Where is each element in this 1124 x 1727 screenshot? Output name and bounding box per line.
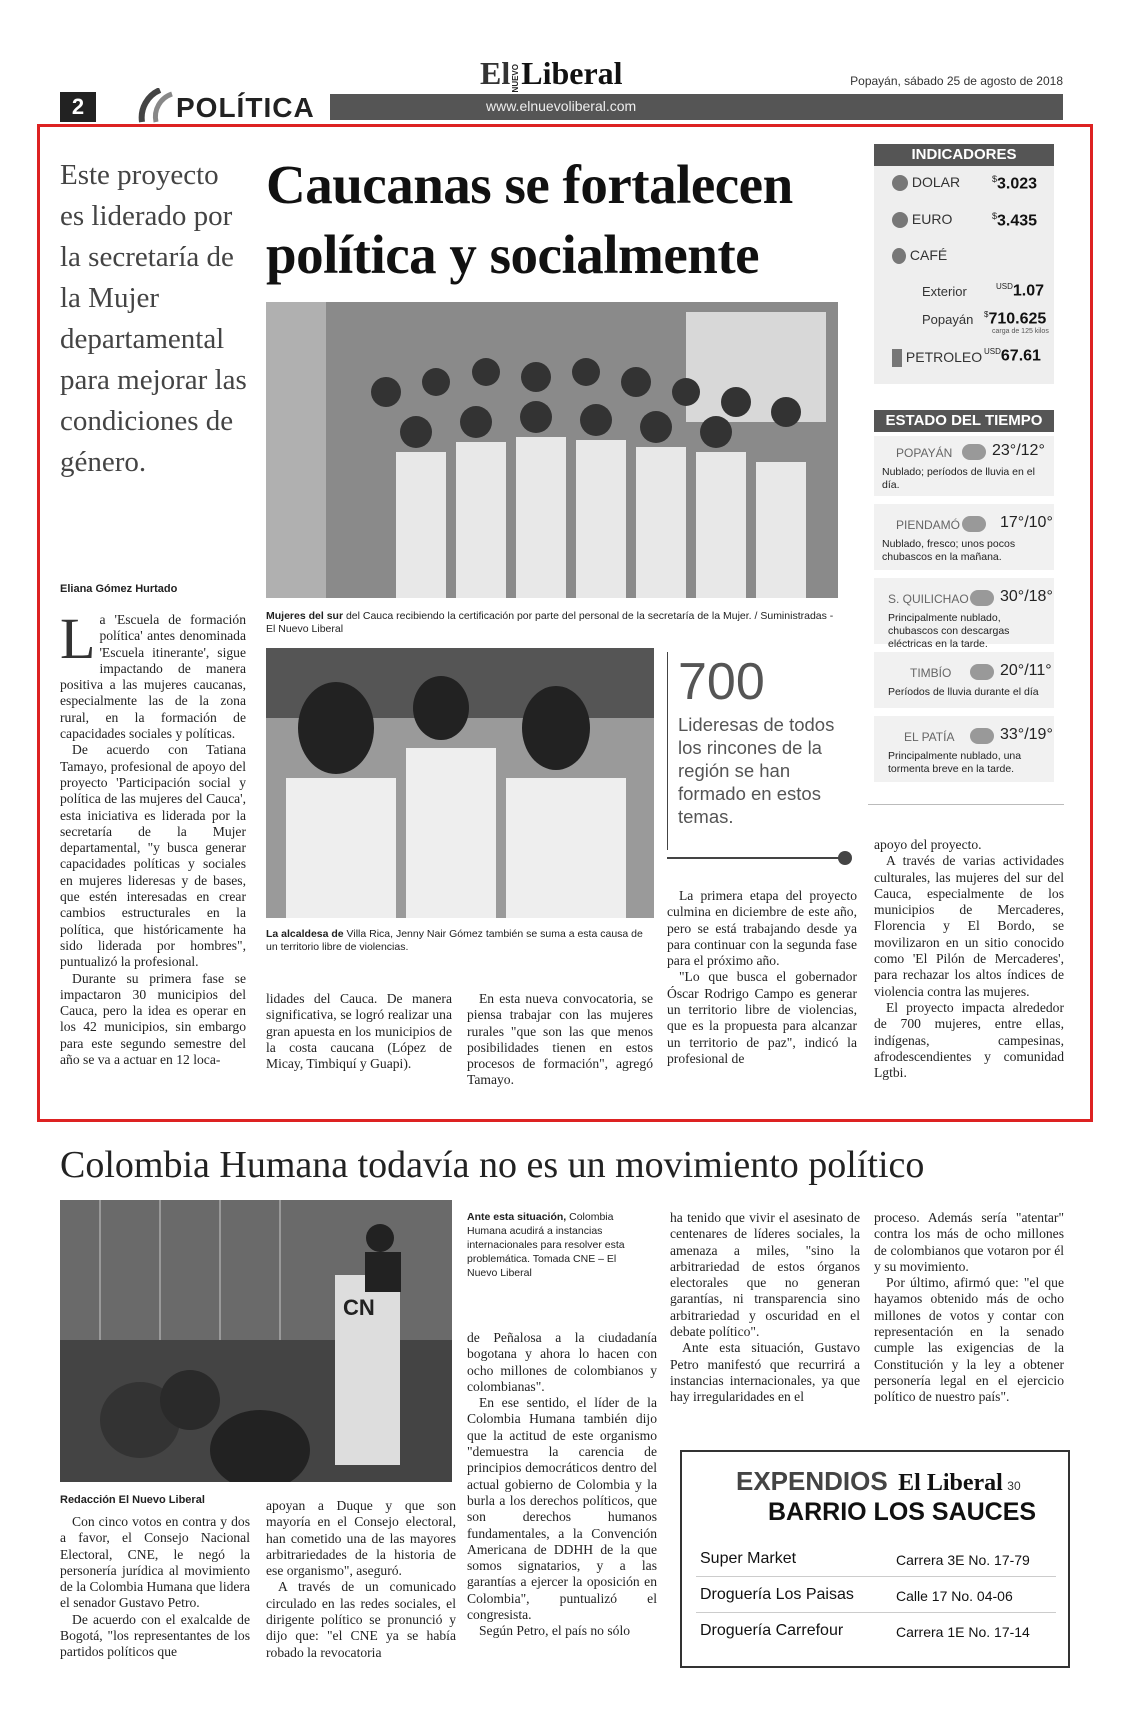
weather-item [874,716,1054,782]
weather-desc: Nublado, fresco; unos pocos chubascos en la mañana. [882,538,1016,563]
drop-cap: L [60,606,96,671]
paragraph: A través de varias actividades culturales, las mujeres del sur del Cauca, especialmente de los municipios de Mercaderes, Florencia y El Bordo, se movilizaron en un sitio conocido como 'El Pilón de Mercaderes', para rechazar los altos índices de violencia contra las mujeres. [874,853,1064,999]
weather-city: POPAYÁN [896,446,953,460]
caption-text: Colombia Humana acudirá a instancias internacionales para resolver esta problemática. Tomada CNE – El Nuevo Liberal [467,1211,625,1279]
weather-panel [874,410,1054,782]
article-column-5 [874,837,1064,1081]
paragraph: El proyecto impacta alrededor de 700 mujeres, entre ellas, indígenas, campesinas, afrodescendientes y comunidad Lgtbi. [874,999,1064,1081]
paragraph: De acuerdo con el exalcalde de Bogotá, "los representantes de los partidos políticos que [60,1611,250,1660]
logo-liberal: Liberal [521,55,623,91]
caption-lead: Mujeres del sur [266,610,344,622]
store-address: Carrera 3E No. 17-79 [896,1552,1030,1568]
caption-lead: Ante esta situación, [467,1211,567,1223]
stat-vertical-rule [667,652,668,850]
article2-column-4 [670,1210,860,1406]
cne-photo-illustration [60,1200,452,1482]
paragraph: Ante esta situación, Gustavo Petro manifestó que recurrirá a instancias internacionales, ya que hay irregularidades en el [670,1340,860,1405]
euro-row [892,211,952,228]
popayan-value [984,310,1046,328]
weather-item [874,652,1054,708]
photo-caption [266,610,838,636]
article2-column-2 [266,1498,456,1661]
paragraph: "Lo que busca el gobernador Óscar Rodrigo Campo es generar un territorio libre de violencias, que es la propuesta para alcanzar un territorio de paz", indicó la profesional de [667,969,857,1066]
petroleo-row [892,349,982,367]
newspaper-logo[interactable] [480,55,623,92]
article-byline: Eliana Gómez Hurtado [60,583,178,595]
logo-years: 30 [1007,1479,1021,1493]
caption-text: Villa Rica, Jenny Nair Gómez también se suma a esta causa de un territorio libre de violencias. [266,928,643,953]
currency: $ [992,211,998,221]
article-column-1 [60,606,246,1068]
pull-quote: Este proyecto es liderado por la secretaría de la Mujer departamental para mejorar las condiciones de género. [60,159,247,478]
expendios-subtitle: BARRIO LOS SAUCES [768,1498,1037,1526]
value: 1.07 [1012,282,1045,300]
expendios-header [736,1466,1021,1497]
value: 3.435 [997,212,1038,230]
petroleo-value [984,347,1041,365]
weather-city: S. QUILICHAO [888,592,969,606]
paragraph: Con cinco votos en contra y dos a favor, el Consejo Nacional Electoral, CNE, le negó la personería jurídica al movimiento de la Colombia Humana que lidera el senador Gustavo Petro. [60,1514,250,1611]
paragraph: Por último, afirmó que: "el que hayamos obtenido más de ocho millones de votos y contar con representación en la senado cumple las exigencias de la Constitución y la ley a obtener personería legal en el ejercicio político de nuestro país". [874,1275,1064,1405]
store-name: Droguería Carrefour [700,1622,844,1639]
weather-temp: 30°/18° [1000,588,1053,605]
store-address: Carrera 1E No. 17-14 [896,1624,1030,1640]
cloud-storm-icon [970,590,994,606]
currency: USD [984,347,1001,356]
paragraph: Según Petro, el país no sólo [479,1623,631,1639]
caption-lead: La alcaldesa de [266,928,344,940]
article2-headline: Colombia Humana todavía no es un movimiento político [60,1144,925,1186]
currency: $ [984,310,989,319]
currency: USD [996,282,1013,291]
cafe-row [892,247,947,264]
stat-dot [838,851,852,865]
weather-desc: Períodos de lluvia durante el día [888,686,1039,698]
stat-text: Lideresas de todos los rincones de la región se han formado en estos temas. [678,714,835,827]
mayor-photo-illustration [266,648,654,918]
weather-item [874,578,1054,650]
weather-item [874,436,1054,496]
dolar-value [992,174,1037,193]
paragraph: A través de un comunicado circulado en las redes sociales, el dirigente político se pronunció y dijo que: "el CNE ya se había robado la revocatoria [266,1579,456,1660]
section-label: POLÍTICA [176,92,315,123]
website-link[interactable]: www.elnuevoliberal.com [486,98,637,114]
paragraph: En ese sentido, el líder de la Colombia Humana también dijo que la actitud de este organismo "demuestra la carencia de principios democráticos dentro del actual gobierno de Colombia y la burla a los derechos políticos, que son derechos humanos fundamentales, a la Convención Americana de DDHH de la que somos signatarios, y a las garantías a ejercer la oposición en Colombia", puntualizó el congresista. [467,1395,657,1623]
popayan-note: carga de 125 kilos [992,328,1049,335]
stat-number: 700 [678,653,765,711]
paragraph: Durante su primera fase se impactaron 30 municipios del Cauca, pero la idea es operar en los 42 municipios, sin embargo para este segundo semestre del año se va a actuar en 12 loca- [60,970,246,1068]
article2-byline: Redacción El Nuevo Liberal [60,1494,205,1506]
stat-rule [667,857,845,859]
expendios-logo: El Liberal [898,1470,1003,1496]
paragraph: a 'Escuela de formación política' antes denominada 'Escuela itinerante', sigue impactando de manera positiva a las mujeres caucanas, especialmente las de la zona rural, en la formación de capacidades sociales y políticas. [60,612,246,742]
paragraph: La primera etapa del proyecto culmina en diciembre de este año, pero se está trabajando desde ya para continuar con la segunda fase para el próximo año. [667,888,857,969]
dolar-row [892,174,960,191]
article-column-3 [467,991,653,1089]
weather-city: PIENDAMÓ [896,518,961,532]
weather-item [874,504,1054,570]
expendios-title: EXPENDIOS [736,1466,888,1496]
article2-column-3 [467,1330,657,1640]
store-name: Droguería Los Paisas [700,1586,854,1603]
photo-caption-2 [266,928,654,954]
logo-nuevo: NUEVO [511,63,521,92]
paragraph: de Peñalosa a la ciudadanía bogotana y ahora lo hacen con ocho millones de colombianos y colombianas". [467,1330,657,1394]
sidebar-rule [868,804,1064,805]
weather-city: TIMBÍO [910,666,952,680]
page-number: 2 [60,92,96,122]
article-column-2 [266,991,452,1072]
paragraph: lidades del Cauca. De manera significativa, se logró realizar una gran apuesta en los municipios de la costa caucana (López de Micay, Timbiquí y Guapi). [266,991,452,1072]
oil-derrick-icon [892,349,902,367]
coffee-bean-icon [892,248,906,264]
euro-label: EURO [911,211,953,227]
popayan-label: Popayán [922,312,974,327]
euro-icon [892,212,908,228]
divider [696,1576,1056,1577]
store-name: Super Market [700,1550,797,1567]
indicators-title: INDICADORES [874,144,1054,166]
divider [696,1612,1056,1613]
caption-text: del Cauca recibiendo la certificación por parte del personal de la secretaría de la Mujer. / Suministradas - El Nuevo Liberal [266,610,834,635]
article2-caption [467,1210,627,1280]
weather-desc: Principalmente nublado, una tormenta breve en la tarde. [888,750,1022,775]
paragraph: En esta nueva convocatoria, se piensa trabajar con las mujeres rurales "que son las que menos posibilidades tienen en estos procesos de formación", agregó Tamayo. [467,991,653,1088]
article-column-4 [667,888,857,1067]
dolar-label: DOLAR [911,174,961,190]
weather-temp: 33°/19° [1000,726,1053,743]
section-arcs-icon [120,88,175,124]
value: 3.023 [997,175,1038,193]
cloud-rain-icon [970,664,994,680]
euro-value [992,211,1037,230]
petroleo-label: PETROLEO [905,349,983,365]
mayor-photo [266,648,654,918]
svg-text:CN: CN [343,1295,375,1320]
store-address: Calle 17 No. 04-06 [896,1588,1013,1604]
weather-desc: Nublado; períodos de lluvia en el día. [882,466,1035,491]
value: 710.625 [988,310,1047,328]
article2-column-5 [874,1210,1064,1406]
article-headline: Caucanas se fortalecen política y socialmente [266,154,793,285]
paragraph: De acuerdo con Tatiana Tamayo, profesional de apoyo del proyecto 'Participación social y política de las mujeres del Cauca', esta iniciativa es liderada por la secretaría de la Mujer departamental, "y busca generar capacidades políticas y sociales en mujeres lideresas y de bases, que estén interesadas en crear cambios estructurales en la política, que históricamente ha sido liderada por hombres", puntualizó la profesional. [60,742,246,970]
expendios-box [680,1450,1070,1668]
value: 67.61 [1000,347,1041,365]
paragraph: apoyo del proyecto. [874,837,982,852]
weather-temp: 23°/12° [992,442,1045,459]
dollar-bag-icon [892,175,908,191]
group-photo-illustration [266,302,838,598]
exterior-value [996,282,1044,300]
weather-temp: 20°/11° [1000,662,1052,679]
cne-photo [60,1200,452,1482]
issue-date: Popayán, sábado 25 de agosto de 2018 [850,74,1063,88]
weather-city: EL PATÍA [904,730,955,744]
paragraph: proceso. Además sería "atentar" contra los más de ocho millones de colombianos que votaron por él y su movimiento. [874,1210,1064,1274]
weather-temp: 17°/10° [1000,514,1053,531]
cloud-rain-icon [962,516,986,532]
header-bar [330,94,1063,120]
article2-column-1 [60,1514,250,1661]
group-photo [266,302,838,598]
cloud-storm-icon [970,728,994,744]
weather-title: ESTADO DEL TIEMPO [874,410,1054,432]
cafe-label: CAFÉ [909,247,948,263]
paragraph: ha tenido que vivir el asesinato de centenares de líderes sociales, la amenaza a miles, "sino la arbitrariedad de estos órganos electorales que no generan garantías, ni transparencia sino arbitrariedad y oscuridad en el debate político". [670,1210,860,1340]
logo-el: El [480,55,511,91]
paragraph: apoyan a Duque y que son mayoría en el Consejo electoral, han cometido una de las mayores arbitrariedades de la historia de ese organismo", aseguró. [266,1498,456,1579]
currency: $ [992,174,998,184]
exterior-label: Exterior [922,284,967,299]
cloud-rain-icon [962,444,986,460]
weather-desc: Principalmente nublado, chubascos con descargas eléctricas en la tarde. [888,612,1010,650]
indicators-panel [874,144,1054,384]
